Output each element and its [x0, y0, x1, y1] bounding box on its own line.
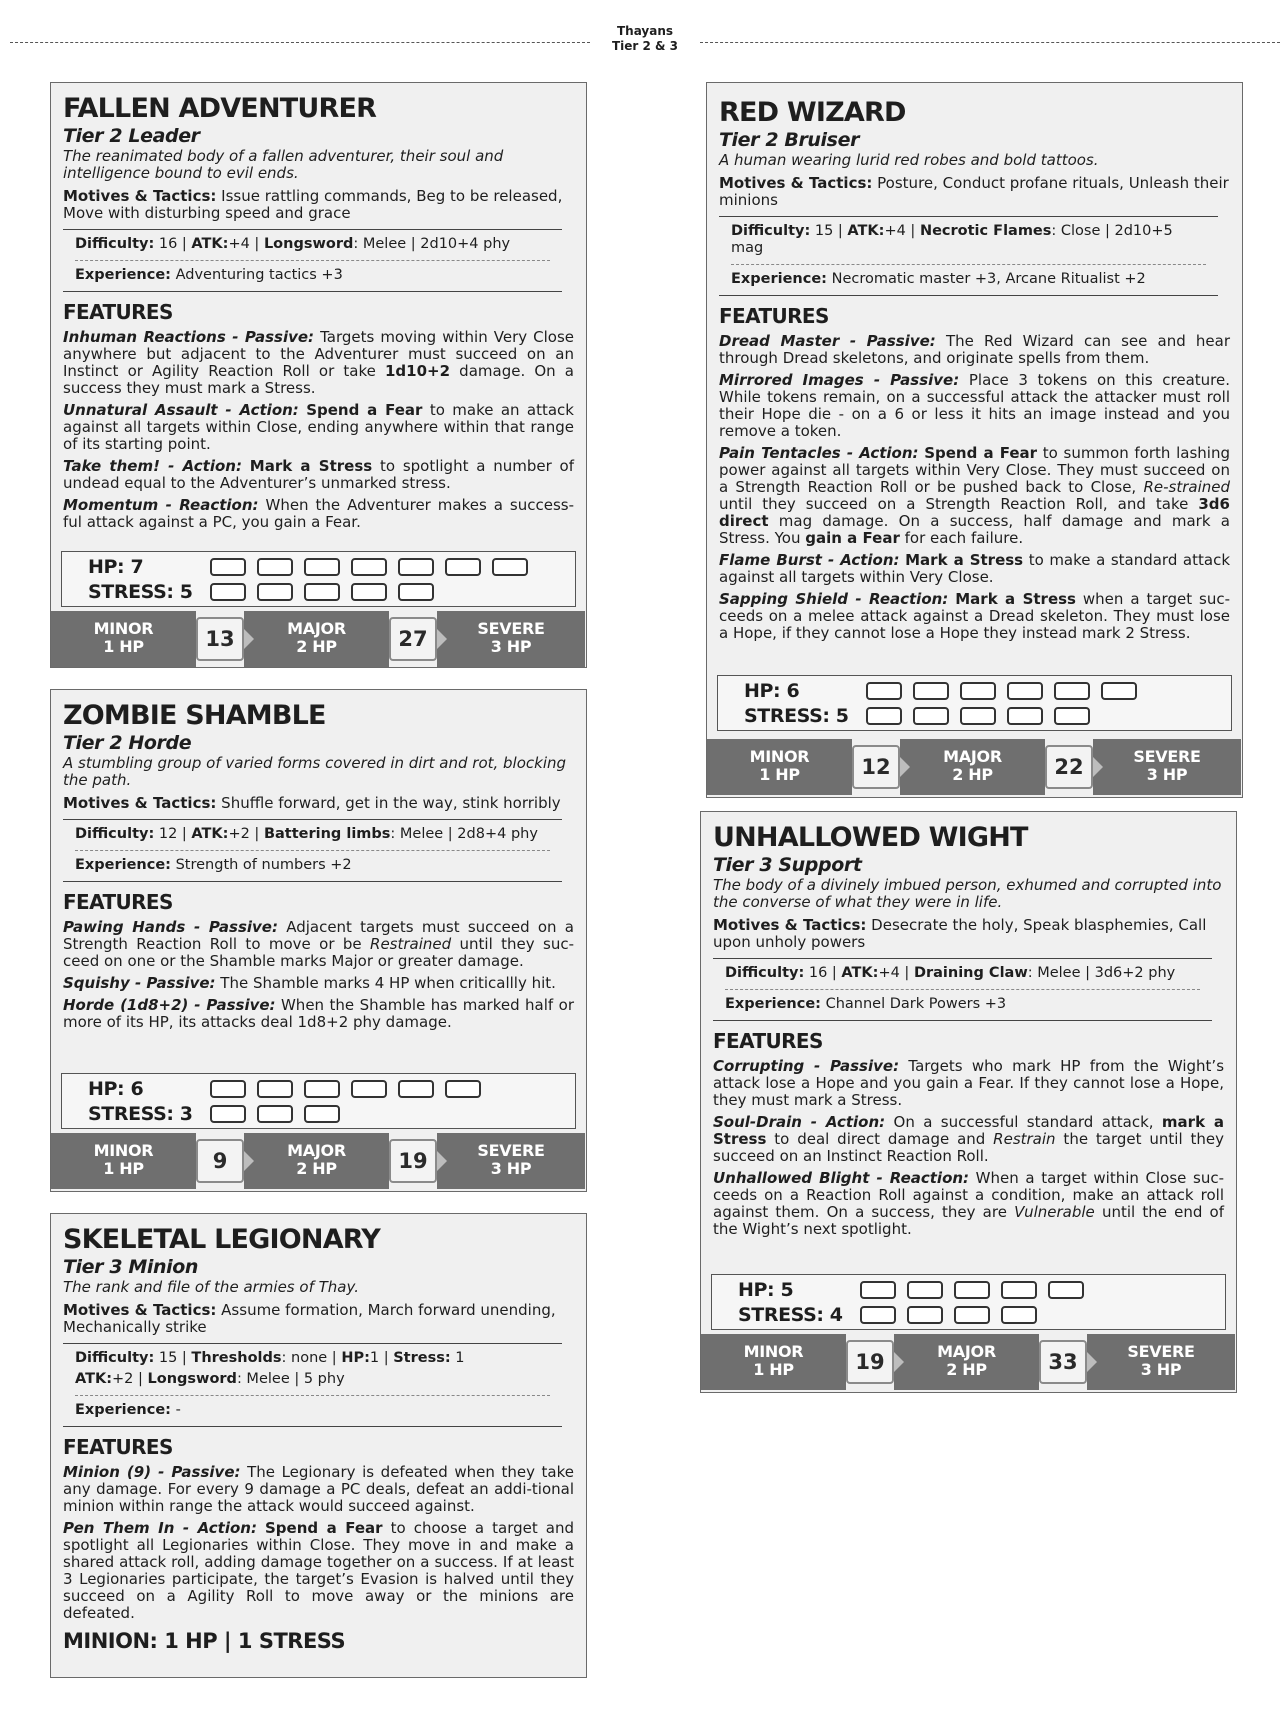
features-list [719, 333, 1230, 642]
arrow-icon [1093, 757, 1103, 777]
difficulty-line: Difficulty: 15 | Thresholds: none | HP:1 | Stress: 1 [75, 1350, 465, 1366]
card-description: A stumbling group of varied forms covered in dirt and rot, blocking the path. [63, 754, 567, 789]
hp-label: HP: 5 [738, 1279, 794, 1301]
page-header [0, 24, 1284, 58]
tracker-slot[interactable] [954, 1281, 990, 1299]
stat-block [719, 216, 1218, 296]
tracker-slot[interactable] [1007, 682, 1043, 700]
hp-row [738, 1279, 1095, 1301]
tracker-slot[interactable] [913, 707, 949, 725]
feature-name: Pain Tentacles - Action: [719, 444, 919, 462]
feature-item: Unhallowed Blight - Reaction: When a target within Close suc-ceeds on a Reaction Roll against a condition, make an attack roll against them. On a success, they are Vulnerable until the end of the Wight’s next spotlight. [713, 1169, 1225, 1238]
tracker-slot[interactable] [398, 1080, 434, 1098]
tracker-slot[interactable] [257, 583, 293, 601]
stress-label: STRESS: 5 [88, 581, 193, 603]
experience-line: Experience: - [75, 1395, 550, 1426]
feature-name: Pen Them In - Action: [63, 1519, 257, 1537]
feature-item: Mirrored Images - Passive: Place 3 tokens on this creature. While tokens remain, on a successful attack the attacker must roll their Hope die - on a 6 or less it hits an image instead and you remove a token. [719, 371, 1230, 440]
card-title: RED WIZARD [719, 97, 906, 128]
minion-footer: MINION: 1 HP | 1 STRESS [63, 1629, 346, 1653]
features-list [63, 919, 574, 1031]
tracker-slot[interactable] [1001, 1306, 1037, 1324]
header-title: Thayans [616, 24, 674, 38]
minor-cell: MINOR 1 HP [707, 739, 852, 795]
feature-item: Sapping Shield - Reaction: Mark a Stress when a target suc-ceeds on a melee attack against a Dread skeleton. They must lose a Hope, if they cannot lose a Hope they instead mark 2 Stress. [719, 590, 1230, 642]
tracker-slot[interactable] [954, 1306, 990, 1324]
feature-item: Squishy - Passive: The Shamble marks 4 HP when criticallly hit. [63, 974, 556, 992]
arrow-icon [1087, 1352, 1097, 1372]
arrow-icon [900, 757, 910, 777]
stat-block [63, 819, 562, 882]
feature-name: Soul-Drain - Action: [713, 1113, 886, 1131]
arrow-icon [437, 629, 447, 649]
feature-name: Horde (1d8+2) - Passive: [63, 996, 276, 1014]
hp-stress-box [61, 1073, 576, 1129]
hp-slots [860, 1281, 1095, 1299]
major-cell: MAJOR 2 HP [244, 1133, 389, 1189]
card-fallen-adventurer [50, 82, 587, 668]
tracker-slot[interactable] [1101, 682, 1137, 700]
feature-item: Unnatural Assault - Action: Spend a Fear to make an attack against all targets within Close, ending anywhere within that range of its starting point. [63, 401, 574, 453]
tracker-slot[interactable] [960, 682, 996, 700]
features-heading: FEATURES [63, 890, 173, 914]
severe-cell: SEVERE 3 HP [1087, 1334, 1235, 1390]
stress-row [738, 1304, 1048, 1326]
tracker-slot[interactable] [210, 558, 246, 576]
card-description: The reanimated body of a fallen adventurer, their soul and intelligence bound to evil ends. [63, 147, 504, 182]
minor-threshold: 13 [196, 617, 244, 661]
feature-item: Flame Burst - Action: Mark a Stress to make a standard attack against all targets within Very Close. [719, 551, 1231, 586]
difficulty-line: Difficulty: 16 | ATK:+4 | Longsword: Melee | 2d10+4 phy [75, 236, 511, 252]
hp-stress-box [61, 551, 576, 607]
experience-line: Experience: Necromatic master +3, Arcane Ritualist +2 [731, 264, 1206, 295]
tracker-slot[interactable] [445, 558, 481, 576]
arrow-icon [244, 629, 254, 649]
hp-label: HP: 6 [744, 680, 800, 702]
card-title: SKELETAL LEGIONARY [63, 1224, 381, 1255]
major-cell: MAJOR 2 HP [244, 611, 389, 667]
arrow-icon [244, 1151, 254, 1171]
minor-threshold: 19 [846, 1340, 894, 1384]
hp-slots [866, 682, 1148, 700]
card-motives: Motives & Tactics: Posture, Conduct profane rituals, Unleash their minions [719, 174, 1229, 209]
card-zombie-shamble [50, 689, 587, 1192]
tracker-slot[interactable] [1054, 682, 1090, 700]
feature-name: Pawing Hands - Passive: [63, 918, 278, 936]
header-rule-right [700, 42, 1280, 43]
tracker-slot[interactable] [492, 558, 528, 576]
major-threshold: 27 [389, 617, 437, 661]
feature-name: Take them! - Action: [63, 457, 242, 475]
hp-slots [210, 1080, 492, 1098]
card-red-wizard [706, 82, 1243, 798]
tracker-slot[interactable] [304, 1105, 340, 1123]
major-cell: MAJOR 2 HP [900, 739, 1045, 795]
feature-name: Corrupting - Passive: [713, 1057, 900, 1075]
stress-slots [210, 583, 445, 601]
minor-threshold: 9 [196, 1139, 244, 1183]
experience-line: Experience: Strength of numbers +2 [75, 850, 550, 881]
severe-cell: SEVERE 3 HP [437, 611, 585, 667]
tracker-slot[interactable] [860, 1306, 896, 1324]
tracker-slot[interactable] [398, 583, 434, 601]
card-title: ZOMBIE SHAMBLE [63, 700, 326, 731]
stress-row [88, 1103, 351, 1125]
feature-item: Soul-Drain - Action: On a successful standard attack, mark a Stress to deal direct damage and Restrain the target until they succeed on an Instinct Reaction Roll. [713, 1113, 1224, 1165]
stress-label: STRESS: 4 [738, 1304, 843, 1326]
tracker-slot[interactable] [866, 682, 902, 700]
tracker-slot[interactable] [257, 1105, 293, 1123]
stat-block [63, 1343, 562, 1427]
features-heading: FEATURES [719, 304, 829, 328]
page-title [590, 24, 700, 54]
card-unhallowed-wight [700, 811, 1237, 1393]
card-motives: Motives & Tactics: Desecrate the holy, Speak blasphemies, Call upon unholy powers [713, 916, 1207, 951]
feature-item: Dread Master - Passive: The Red Wizard can see and hear through Dread skeletons, and originate spells from them. [719, 332, 1230, 367]
card-title: FALLEN ADVENTURER [63, 93, 377, 124]
tracker-slot[interactable] [907, 1281, 943, 1299]
tracker-slot[interactable] [960, 707, 996, 725]
feature-name: Mirrored Images - Passive: [719, 371, 960, 389]
features-list [63, 329, 574, 531]
damage-thresholds [707, 739, 1241, 795]
stress-row [88, 581, 445, 603]
tracker-slot[interactable] [304, 583, 340, 601]
feature-item: Inhuman Reactions - Passive: Targets moving within Very Close anywhere but adjacent to the Adventurer must succeed on an Instinct or Agility Reaction Roll or take 1d10+2 damage. On a success they must mark a Stress. [63, 328, 574, 397]
feature-item: Pen Them In - Action: Spend a Fear to choose a target and spotlight all Legionaries within Close. They move in and make a shared attack roll, adding damage together on a success. If at least 3 Legionaries participate, the target’s Evasion is halved until they succeed on a Agility Roll to move away or the minions are defeated. [63, 1519, 574, 1622]
tracker-slot[interactable] [304, 1080, 340, 1098]
minor-cell: MINOR 1 HP [701, 1334, 846, 1390]
minor-threshold: 12 [852, 745, 900, 789]
feature-item: Corrupting - Passive: Targets who mark HP from the Wight’s attack lose a Hope and you gain a Fear. If they cannot lose a Hope, they must mark a Stress. [713, 1057, 1225, 1109]
feature-item: Minion (9) - Passive: The Legionary is defeated when they take any damage. For every 9 damage a PC deals, defeat an addi-tional minion within range the attack would succeed against. [63, 1463, 574, 1515]
tracker-slot[interactable] [351, 1080, 387, 1098]
feature-name: Unhallowed Blight - Reaction: [713, 1169, 970, 1187]
damage-thresholds [51, 611, 585, 667]
hp-stress-box [717, 675, 1232, 731]
major-threshold: 19 [389, 1139, 437, 1183]
features-list [713, 1058, 1224, 1238]
experience-line: Experience: Channel Dark Powers +3 [725, 989, 1200, 1020]
severe-cell: SEVERE 3 HP [437, 1133, 585, 1189]
card-tier: Tier 3 Minion [63, 1256, 199, 1278]
major-threshold: 33 [1039, 1340, 1087, 1384]
card-title: UNHALLOWED WIGHT [713, 822, 1028, 853]
feature-item: Pawing Hands - Passive: Adjacent targets must succeed on a Strength Reaction Roll to move or be Restrained until they suc-ceed on one or the Shamble marks Major or greater damage. [63, 918, 575, 970]
major-threshold: 22 [1045, 745, 1093, 789]
header-rule-left [10, 42, 590, 43]
difficulty-line: Difficulty: 15 | ATK:+4 | Necrotic Flames: Close | 2d10+5 mag [731, 223, 1173, 256]
card-skeletal-legionary [50, 1213, 587, 1678]
tracker-slot[interactable] [210, 1105, 246, 1123]
hp-slots [210, 558, 539, 576]
tracker-slot[interactable] [866, 707, 902, 725]
damage-thresholds [701, 1334, 1235, 1390]
tracker-slot[interactable] [913, 682, 949, 700]
difficulty-line: Difficulty: 16 | ATK:+4 | Draining Claw: Melee | 3d6+2 phy [725, 965, 1176, 981]
card-motives: Motives & Tactics: Assume formation, March forward unending, Mechanically strike [63, 1301, 556, 1336]
feature-item: Momentum - Reaction: When the Adventurer makes a success-ful attack against a PC, you gain a Fear. [63, 496, 574, 531]
tracker-slot[interactable] [1007, 707, 1043, 725]
feature-name: Unnatural Assault - Action: [63, 401, 299, 419]
features-heading: FEATURES [63, 1435, 173, 1459]
card-tier: Tier 2 Bruiser [719, 129, 860, 151]
features-heading: FEATURES [63, 300, 173, 324]
damage-thresholds [51, 1133, 585, 1189]
major-cell: MAJOR 2 HP [894, 1334, 1039, 1390]
stress-slots [866, 707, 1101, 725]
arrow-icon [894, 1352, 904, 1372]
tracker-slot[interactable] [210, 583, 246, 601]
feature-name: Squishy - Passive: [63, 974, 216, 992]
card-motives: Motives & Tactics: Issue rattling commands, Beg to be released, Move with disturbing speed and grace [63, 187, 563, 222]
hp-row [88, 556, 539, 578]
stress-label: STRESS: 3 [88, 1103, 193, 1125]
feature-item: Pain Tentacles - Action: Spend a Fear to summon forth lashing power against all targets within Very Close. They must succeed on a Strength Reaction Roll or be pushed back to Close, Re-strained until they succeed on a Strength Reaction Roll, and take 3d6 direct mag damage. On a success, half damage and mark a Stress. You gain a Fear for each failure. [719, 444, 1230, 547]
feature-item: Horde (1d8+2) - Passive: When the Shamble has marked half or more of its HP, its attacks deal 1d8+2 phy damage. [63, 996, 574, 1031]
tracker-slot[interactable] [907, 1306, 943, 1324]
tracker-slot[interactable] [210, 1080, 246, 1098]
difficulty-line: Difficulty: 12 | ATK:+2 | Battering limbs: Melee | 2d8+4 phy [75, 826, 538, 842]
features-list [63, 1464, 574, 1622]
tracker-slot[interactable] [398, 558, 434, 576]
stress-slots [210, 1105, 351, 1123]
feature-name: Minion (9) - Passive: [63, 1463, 241, 1481]
tracker-slot[interactable] [257, 558, 293, 576]
card-tier: Tier 2 Horde [63, 732, 192, 754]
hp-label: HP: 7 [88, 556, 144, 578]
tracker-slot[interactable] [257, 1080, 293, 1098]
hp-row [88, 1078, 492, 1100]
card-tier: Tier 2 Leader [63, 125, 200, 147]
stat-block [713, 958, 1212, 1021]
tracker-slot[interactable] [1048, 1281, 1084, 1299]
feature-name: Flame Burst - Action: [719, 551, 900, 569]
feature-name: Inhuman Reactions - Passive: [63, 328, 315, 346]
severe-cell: SEVERE 3 HP [1093, 739, 1241, 795]
tracker-slot[interactable] [1054, 707, 1090, 725]
card-description: A human wearing lurid red robes and bold tattoos. [719, 151, 1099, 169]
feature-name: Dread Master - Passive: [719, 332, 936, 350]
tracker-slot[interactable] [351, 558, 387, 576]
card-description: The rank and file of the armies of Thay. [63, 1278, 359, 1296]
tracker-slot[interactable] [445, 1080, 481, 1098]
tracker-slot[interactable] [304, 558, 340, 576]
minor-cell: MINOR 1 HP [51, 1133, 196, 1189]
feature-name: Sapping Shield - Reaction: [719, 590, 949, 608]
attack-line: ATK:+2 | Longsword: Melee | 5 phy [75, 1371, 345, 1387]
tracker-slot[interactable] [351, 583, 387, 601]
card-tier: Tier 3 Support [713, 854, 862, 876]
minor-cell: MINOR 1 HP [51, 611, 196, 667]
feature-name: Momentum - Reaction: [63, 496, 259, 514]
card-motives: Motives & Tactics: Shuffle forward, get in the way, stink horribly [63, 794, 561, 812]
stress-slots [860, 1306, 1048, 1324]
experience-line: Experience: Adventuring tactics +3 [75, 260, 550, 291]
stat-block [63, 229, 562, 292]
hp-stress-box [711, 1274, 1226, 1330]
stress-row [744, 705, 1101, 727]
card-description: The body of a divinely imbued person, exhumed and corrupted into the converse of what they were in life. [713, 876, 1222, 911]
hp-label: HP: 6 [88, 1078, 144, 1100]
feature-item: Take them! - Action: Mark a Stress to spotlight a number of undead equal to the Adventurer’s unmarked stress. [63, 457, 574, 492]
hp-row [744, 680, 1148, 702]
header-subtitle: Tier 2 & 3 [611, 39, 679, 53]
stress-label: STRESS: 5 [744, 705, 849, 727]
features-heading: FEATURES [713, 1029, 823, 1053]
arrow-icon [437, 1151, 447, 1171]
tracker-slot[interactable] [1001, 1281, 1037, 1299]
tracker-slot[interactable] [860, 1281, 896, 1299]
